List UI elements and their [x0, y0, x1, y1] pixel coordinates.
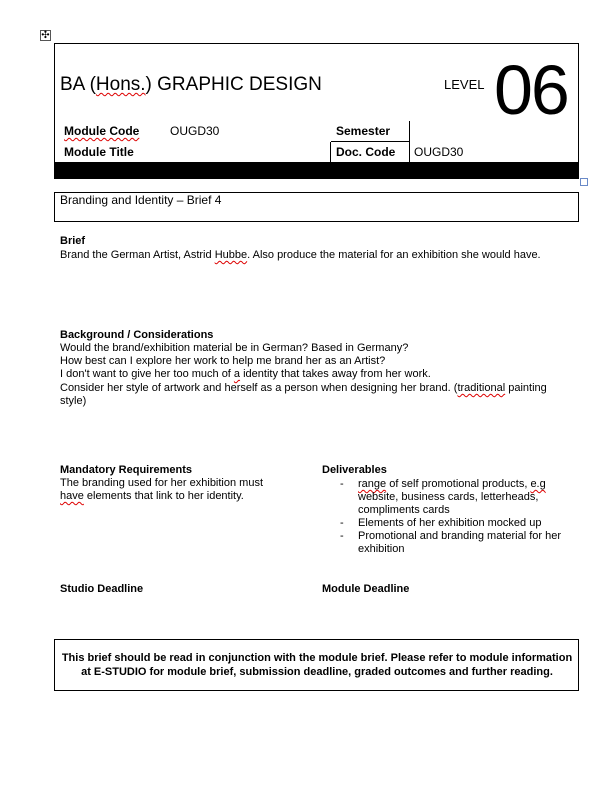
doc-code-value: OUGD30: [414, 145, 464, 159]
semester-label: Semester: [336, 124, 391, 138]
table-resize-handle-icon[interactable]: [580, 178, 588, 186]
header-black-bar: [54, 162, 579, 179]
background-text: Would the brand/exhibition material be in German? Based in Germany? How best can I explore her work to help me brand her as an Artist? I don't want to give her too much of a identity that takes away from her work. Consider her style of artwork and herself as a person when designing her brand. (traditional painting style): [60, 342, 547, 407]
mandatory-text: The branding used for her exhibition must have elements that link to her identity.: [60, 477, 264, 502]
mandatory-heading: Mandatory Requirements: [60, 464, 193, 476]
deliverables-heading: Deliverables: [322, 464, 387, 476]
list-item: - Elements of her exhibition mocked up: [340, 517, 570, 530]
program-title: BA (Hons.) GRAPHIC DESIGN: [60, 74, 322, 95]
level-number: 06: [494, 51, 568, 129]
doc-code-label: Doc. Code: [336, 145, 396, 159]
module-title-label: Module Title: [64, 145, 134, 159]
brief-title: Branding and Identity – Brief 4: [60, 193, 222, 207]
table-move-handle-icon[interactable]: ✣: [41, 30, 50, 41]
list-item: - Promotional and branding material for her exhibition: [340, 530, 570, 556]
brief-text: Brand the German Artist, Astrid Hubbe. Also produce the material for an exhibition she would have.: [60, 249, 541, 261]
background-heading: Background / Considerations: [60, 329, 214, 341]
brief-heading: Brief: [60, 235, 86, 247]
footer-note: This brief should be read in conjunction with the module brief. Please refer to module information at E-STUDIO for module brief, submission deadline, graded outcomes and further reading.: [61, 652, 573, 678]
header-divider-right: [409, 121, 410, 162]
deliverables-list: [340, 478, 570, 556]
module-code-value: OUGD30: [170, 124, 220, 138]
studio-deadline-label: Studio Deadline: [60, 583, 144, 595]
level-label: LEVEL: [444, 77, 485, 92]
header-divider-left: [330, 142, 331, 162]
module-deadline-label: Module Deadline: [322, 583, 410, 595]
list-item: - range of self promotional products, e.g website, business cards, letterheads, compliments cards: [340, 478, 570, 517]
header-divider-mid: [331, 141, 409, 142]
module-code-label: Module Code: [64, 124, 140, 138]
